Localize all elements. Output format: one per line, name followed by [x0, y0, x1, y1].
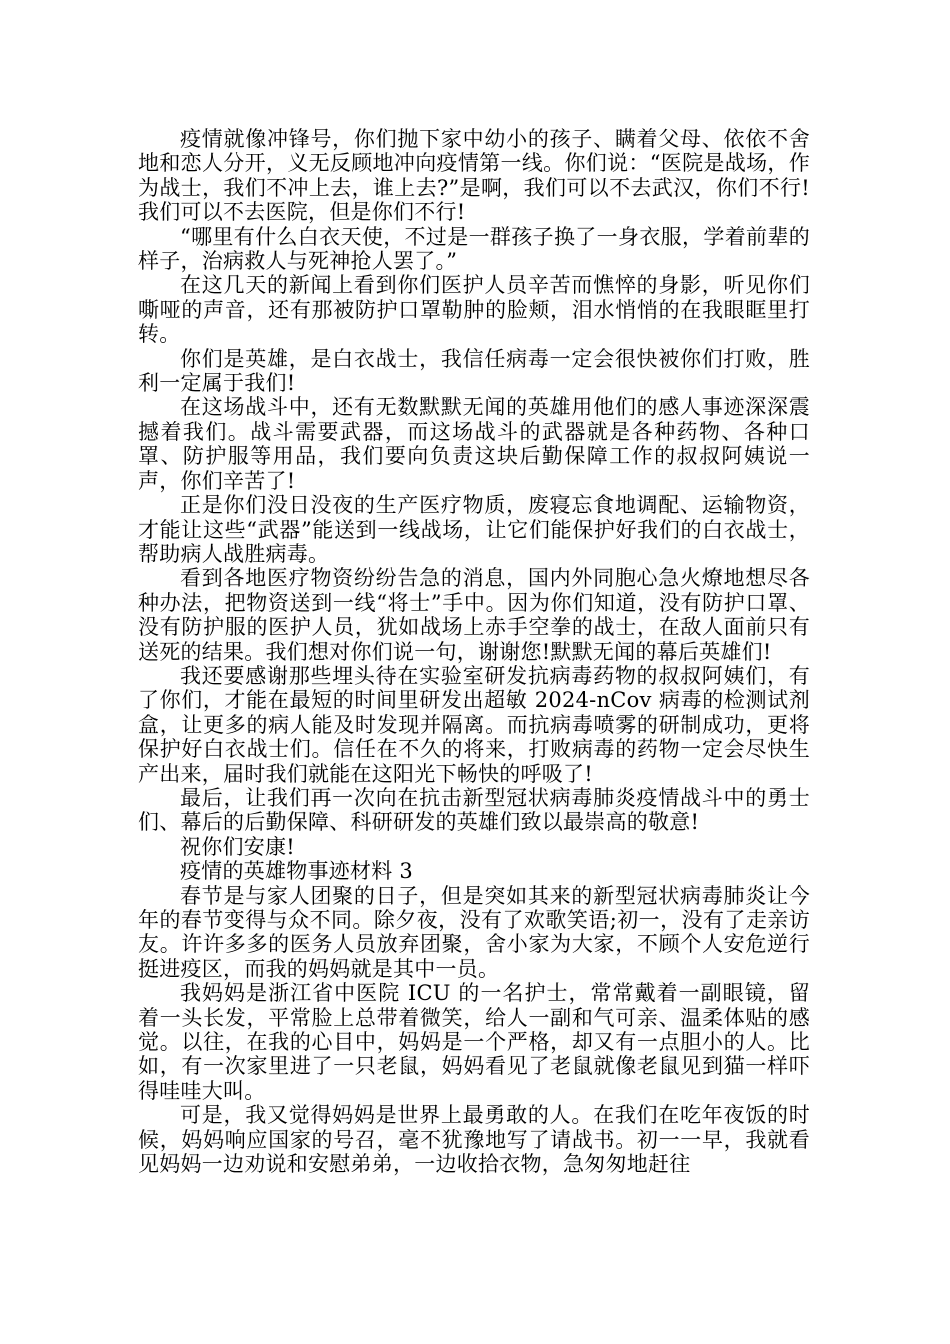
paragraph: 疫情就像冲锋号，你们抛下家中幼小的孩子、瞒着父母、依依不舍地和恋人分开，义无反顾地冲向疫情第一线。你们说：“医院是战场，作为战士，我们不冲上去，谁上去?”是啊，我们可以不去武汉，你们不行!我们可以不去医院，但是你们不行! [138, 127, 810, 225]
paragraph: 春节是与家人团聚的日子，但是突如其来的新型冠状病毒肺炎让今年的春节变得与众不同。除夕夜，没有了欢歌笑语;初一，没有了走亲访友。许许多多的医务人员放弃团聚，舍小家为大家，不顾个人安危逆行挺进疫区，而我的妈妈就是其中一员。 [138, 883, 810, 981]
section-heading: 疫情的英雄物事迹材料 3 [180, 859, 414, 884]
paragraph: “哪里有什么白衣天使，不过是一群孩子换了一身衣服，学着前辈的样子，治病救人与死神抢人罢了。” [138, 224, 810, 274]
document-body [138, 127, 810, 1176]
paragraph: 我妈妈是浙江省中医院 ICU 的一名护士，常常戴着一副眼镜，留着一头长发，平常脸上总带着微笑，给人一副和气可亲、温柔体贴的感觉。以往，在我的心目中，妈妈是一个严格，却又有一点胆小的人。比如，有一次家里进了一只老鼠，妈妈看见了老鼠就像老鼠见到猫一样吓得哇哇大叫。 [138, 981, 810, 1103]
paragraph: 我还要感谢那些埋头待在实验室研发抗病毒药物的叔叔阿姨们，有了你们，才能在最短的时间里研发出超敏 2024-nCov 病毒的检测试剂盒，让更多的病人能及时发现并隔离。而抗病毒喷雾的研制成功，更将保护好白衣战士们。信任在不久的将来，打败病毒的药物一定会尽快生产出来，届时我们就能在这阳光下畅快的呼吸了! [138, 663, 810, 786]
paragraph: 看到各地医疗物资纷纷告急的消息，国内外同胞心急火燎地想尽各种办法，把物资送到一线“将士”手中。因为你们知道，没有防护口罩、没有防护服的医护人员，犹如战场上赤手空拳的战士，在敌人面前只有送死的结果。我们想对你们说一句，谢谢您!默默无闻的幕后英雄们! [138, 566, 810, 664]
closing-line: 祝你们安康! [180, 834, 295, 859]
paragraph: 可是，我又觉得妈妈是世界上最勇敢的人。在我们在吃年夜饭的时候，妈妈响应国家的号召，毫不犹豫地写了请战书。初一一早，我就看见妈妈一边劝说和安慰弟弟，一边收拾衣物，急匆匆地赶往 [138, 1103, 810, 1177]
paragraph: 正是你们没日没夜的生产医疗物质，废寝忘食地调配、运输物资，才能让这些“武器”能送到一线战场，让它们能保护好我们的白衣战士，帮助病人战胜病毒。 [138, 493, 810, 566]
paragraph: 在这场战斗中，还有无数默默无闻的英雄用他们的感人事迹深深震撼着我们。战斗需要武器，而这场战斗的武器就是各种药物、各种口罩、防护服等用品，我们要向负责这块后勤保障工作的叔叔阿姨说一声，你们辛苦了! [138, 395, 810, 493]
paragraph: 在这几天的新闻上看到你们医护人员辛苦而憔悴的身影，听见你们嘶哑的声音，还有那被防护口罩勒肿的脸颊，泪水悄悄的在我眼眶里打转。 [138, 273, 810, 347]
paragraph: 最后，让我们再一次向在抗击新型冠状病毒肺炎疫情战斗中的勇士们、幕后的后勤保障、科研研发的英雄们致以最崇高的敬意! [138, 785, 810, 835]
paragraph: 你们是英雄，是白衣战士，我信任病毒一定会很快被你们打败，胜利一定属于我们! [138, 346, 810, 396]
